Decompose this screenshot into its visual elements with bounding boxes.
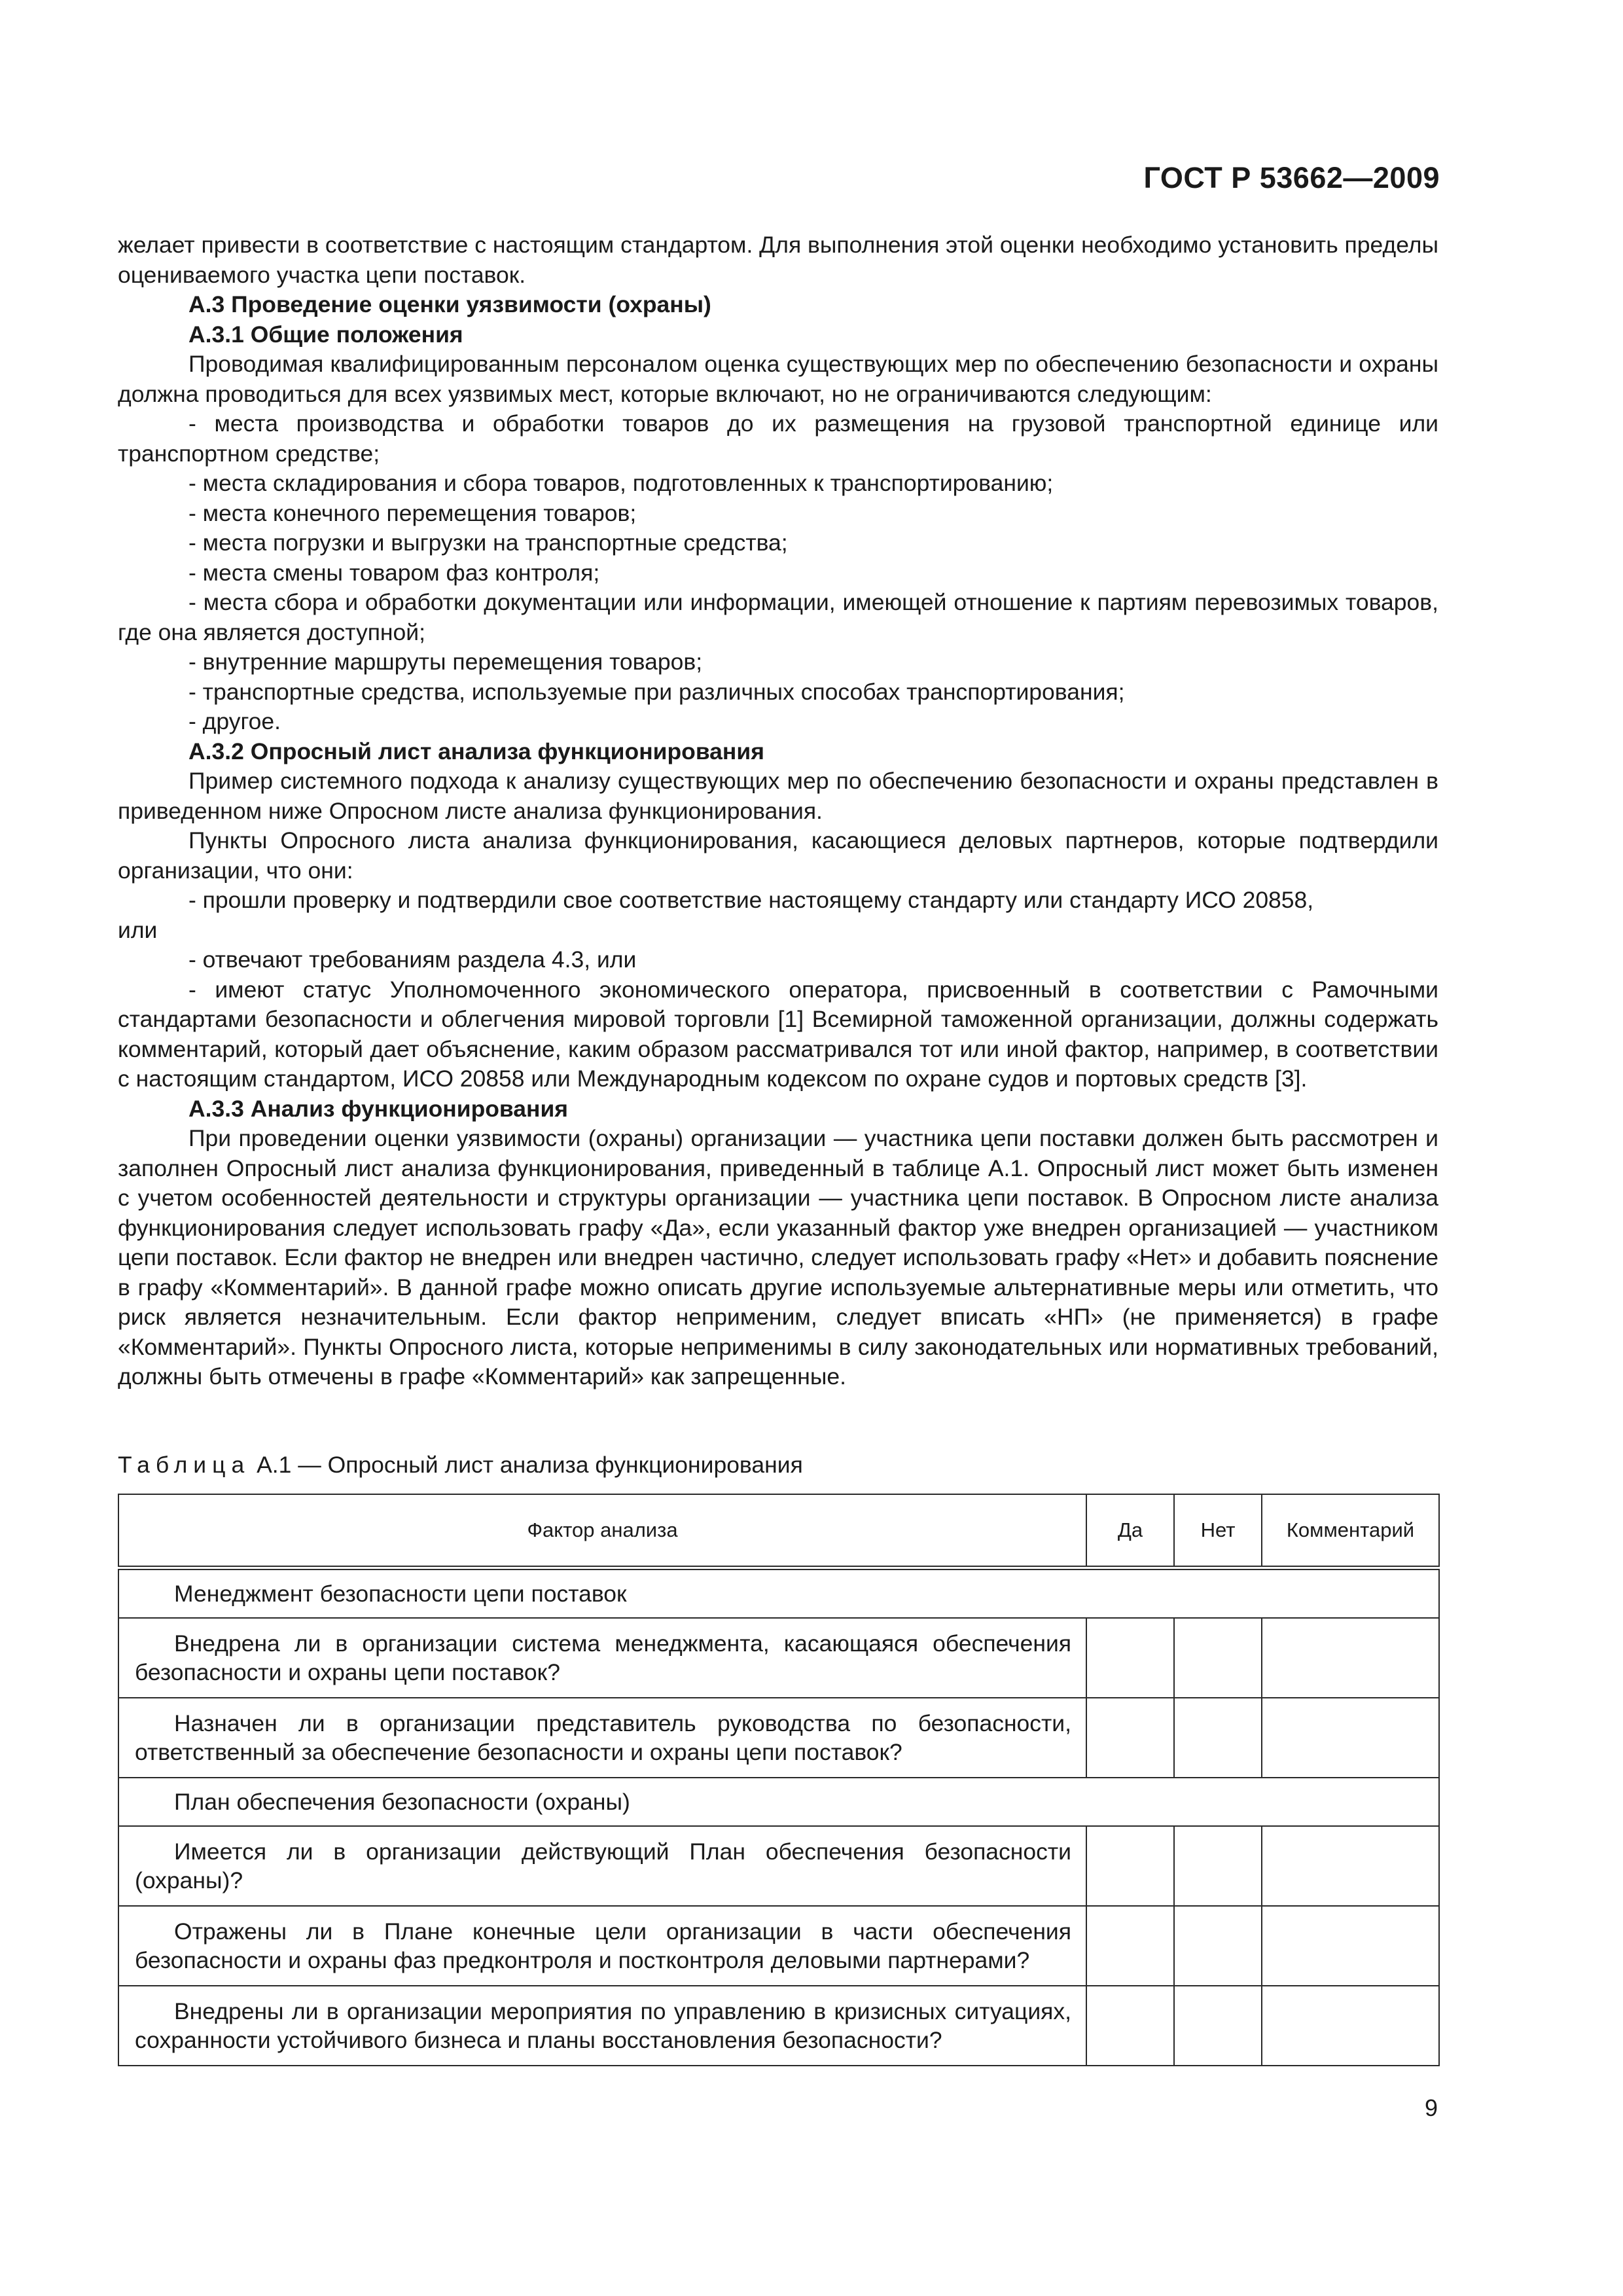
table-caption-text: А.1 — Опросный лист анализа функционирования bbox=[257, 1452, 803, 1478]
header-yes: Да bbox=[1086, 1494, 1174, 1568]
list-item: - места погрузки и выгрузки на транспортные средства; bbox=[188, 529, 788, 556]
paragraph: Пример системного подхода к анализу существующих мер по обеспечению безопасности и охраны представлен в приведенном ниже Опросном листе анализа функционирования. bbox=[118, 768, 1438, 824]
page-number: 9 bbox=[1424, 2094, 1438, 2121]
factor-text: Отражены ли в Плане конечные цели организации в части обеспечения безопасности и охраны фаз предконтроля и постконтроля деловыми партнерами? bbox=[135, 1918, 1071, 1973]
list-item: - места производства и обработки товаров до их размещения на грузовой транспортной единице или транспортном средстве; bbox=[118, 410, 1438, 467]
no-cell[interactable] bbox=[1174, 1826, 1262, 1906]
subsection-heading: А.3.3 Анализ функционирования bbox=[188, 1095, 569, 1122]
table-caption-word: Таблица bbox=[118, 1452, 251, 1478]
paragraph: При проведении оценки уязвимости (охраны) организации — участника цепи поставки должен быть рассмотрен и заполнен Опросный лист анализа функционирования, приведенный в таблице А.1. Опросный лист может быть изменен с учетом особенностей деятельности и структуры организации — участника цепи поставок. В Опросном листе анализа функционирования следует использовать графу «Да», если указанный фактор уже внедрен организацией — участником цепи поставок. Если фактор не внедрен или внедрен частично, следует использовать графу «Нет» и добавить пояснение в графу «Комментарий». В данной графе можно описать другие используемые альтернативные меры или отметить, что риск является незначительным. Если фактор неприменим, следует вписать «НП» (не применяется) в графе «Комментарий». Пункты Опросного листа, которые неприменимы в силу законодательных или нормативных требований, должны быть отмечены в графе «Комментарий» как запрещенные. bbox=[118, 1125, 1438, 1390]
list-item: - места сбора и обработки документации или информации, имеющей отношение к партиям перевозимых товаров, где она является доступной; bbox=[118, 589, 1438, 645]
list-item: - места конечного перемещения товаров; bbox=[188, 499, 637, 526]
factor-text: Имеется ли в организации действующий План обеспечения безопасности (охраны)? bbox=[135, 1839, 1071, 1893]
comment-cell[interactable] bbox=[1262, 1986, 1439, 2066]
factor-cell bbox=[118, 1986, 1086, 2066]
no-cell[interactable] bbox=[1174, 1906, 1262, 1986]
subsection-heading: А.3.2 Опросный лист анализа функционирования bbox=[188, 738, 764, 764]
comment-cell[interactable] bbox=[1262, 1698, 1439, 1778]
table-row bbox=[118, 1906, 1439, 1986]
table-section-row bbox=[118, 1778, 1439, 1826]
factor-cell bbox=[118, 1618, 1086, 1698]
factor-text: Внедрена ли в организации система менеджмента, касающаяся обеспечения безопасности и охраны цепи поставок? bbox=[135, 1630, 1071, 1685]
paragraph: Пункты Опросного листа анализа функционирования, касающиеся деловых партнеров, которые подтвердили организации, что они: bbox=[118, 827, 1438, 884]
no-cell[interactable] bbox=[1174, 1618, 1262, 1698]
table-row bbox=[118, 1698, 1439, 1778]
factor-text: Внедрены ли в организации мероприятия по управлению в кризисных ситуациях, сохранности устойчивого бизнеса и планы восстановления безопасности? bbox=[135, 1998, 1071, 2053]
section-title-cell bbox=[118, 1568, 1439, 1619]
list-item: - транспортные средства, используемые при различных способах транспортирования; bbox=[188, 678, 1125, 705]
yes-cell[interactable] bbox=[1086, 1618, 1174, 1698]
factor-cell bbox=[118, 1826, 1086, 1906]
table-section-row bbox=[118, 1568, 1439, 1619]
list-item: - отвечают требованиям раздела 4.3, или bbox=[188, 946, 637, 973]
no-cell[interactable] bbox=[1174, 1698, 1262, 1778]
comment-cell[interactable] bbox=[1262, 1906, 1439, 1986]
header-no: Нет bbox=[1174, 1494, 1262, 1568]
factor-text: Назначен ли в организации представитель руководства по безопасности, ответственный за обеспечение безопасности и охраны цепи поставок? bbox=[135, 1710, 1071, 1765]
list-item: - другое. bbox=[188, 708, 281, 734]
comment-cell[interactable] bbox=[1262, 1618, 1439, 1698]
yes-cell[interactable] bbox=[1086, 1986, 1174, 2066]
section-title: План обеспечения безопасности (охраны) bbox=[174, 1789, 630, 1815]
section-title-cell bbox=[118, 1778, 1439, 1826]
factor-cell bbox=[118, 1906, 1086, 1986]
body-text bbox=[118, 230, 1438, 1392]
paragraph: Проводимая квалифицированным персоналом оценка существующих мер по обеспечению безопасности и охраны должна проводиться для всех уязвимых мест, которые включают, но не ограничиваются следующим: bbox=[118, 351, 1438, 407]
factor-cell bbox=[118, 1698, 1086, 1778]
table-row bbox=[118, 1826, 1439, 1906]
questionnaire-table bbox=[118, 1494, 1440, 2066]
document-code: ГОСТ Р 53662—2009 bbox=[1143, 161, 1440, 194]
yes-cell[interactable] bbox=[1086, 1698, 1174, 1778]
subsection-heading: А.3.1 Общие положения bbox=[188, 321, 463, 348]
comment-cell[interactable] bbox=[1262, 1826, 1439, 1906]
section-title: Менеджмент безопасности цепи поставок bbox=[174, 1581, 627, 1607]
table-header-row bbox=[118, 1494, 1439, 1568]
paragraph: или bbox=[118, 916, 158, 943]
list-item: - внутренние маршруты перемещения товаров; bbox=[188, 649, 703, 675]
list-item: - прошли проверку и подтвердили свое соответствие настоящему стандарту или стандарту ИСО 20858, bbox=[188, 887, 1314, 913]
table-caption bbox=[118, 1450, 1438, 1480]
header-comment: Комментарий bbox=[1262, 1494, 1439, 1568]
no-cell[interactable] bbox=[1174, 1986, 1262, 2066]
yes-cell[interactable] bbox=[1086, 1906, 1174, 1986]
list-item: - места складирования и сбора товаров, подготовленных к транспортированию; bbox=[188, 470, 1054, 496]
list-item: - места смены товаром фаз контроля; bbox=[188, 559, 600, 586]
header-factor: Фактор анализа bbox=[118, 1494, 1086, 1568]
paragraph: желает привести в соответствие с настоящим стандартом. Для выполнения этой оценки необходимо установить пределы оцениваемого участка цепи поставок. bbox=[118, 232, 1438, 288]
section-heading: А.3 Проведение оценки уязвимости (охраны) bbox=[188, 291, 711, 317]
table-row bbox=[118, 1618, 1439, 1698]
yes-cell[interactable] bbox=[1086, 1826, 1174, 1906]
table-row bbox=[118, 1986, 1439, 2066]
list-item: - имеют статус Уполномоченного экономического оператора, присвоенный в соответствии с Рамочными стандартами безопасности и облегчения мировой торговли [1] Всемирной таможенной организации, должны содержать комментарий, который дает объяснение, каким образом рассматривался тот или иной фактор, например, в соответствии с настоящим стандартом, ИСО 20858 или Международным кодексом по охране судов и портовых средств [3]. bbox=[118, 976, 1438, 1092]
